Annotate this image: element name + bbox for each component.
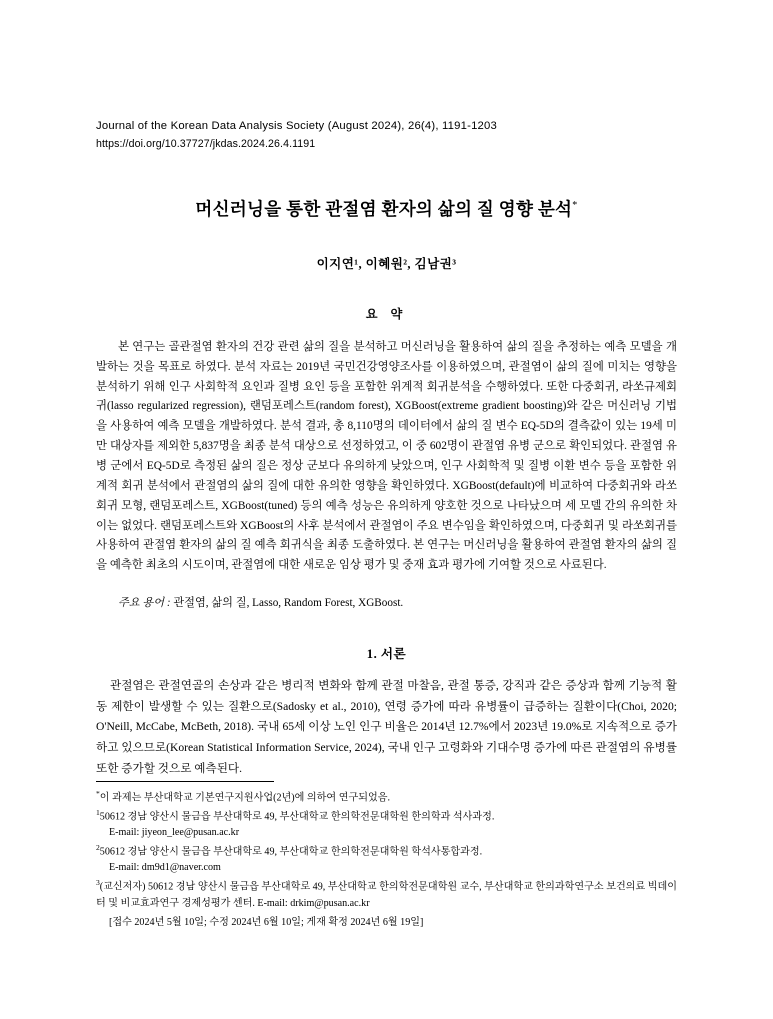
keywords-line xyxy=(96,594,677,613)
footnote-marker-1: 1 xyxy=(96,807,100,817)
footnote-author-2-text: 50612 경남 양산시 물금읍 부산대학로 49, 부산대학교 한의학전문대학원 학석사통합과정. xyxy=(99,846,483,858)
footnote-marker-3: 3 xyxy=(96,877,100,887)
footnote-funding-text: 이 과제는 부산대학교 기본연구지원사업(2년)에 의하여 연구되었음. xyxy=(99,792,390,804)
journal-citation-line: Journal of the Korean Data Analysis Society (August 2024), 26(4), 1191-1203 xyxy=(96,120,498,132)
title-footnote-marker: * xyxy=(572,200,578,212)
author-list: 이지연¹, 이혜원², 김남권³ xyxy=(316,256,457,271)
doi-line: https://doi.org/10.37727/jkdas.2024.26.4.1191 xyxy=(96,137,316,150)
footnote-author-1-email: E-mail: jiyeon_lee@pusan.ac.kr xyxy=(109,827,240,839)
footnote-dates: [접수 2024년 5월 10일; 수정 2024년 6월 10일; 게재 확정 2024년 6월 19일] xyxy=(109,916,424,928)
footnote-author-3-text: (교신저자) 50612 경남 양산시 물금읍 부산대학로 49, 부산대학교 한의학전문대학원 교수, 부산대학교 한의과학연구소 보건의료 빅데이터 및 비교효과연구 경제성평가 센터. E-mail: drkim@pusan.ac.kr xyxy=(96,881,677,909)
page-title xyxy=(96,196,677,221)
footnote-area xyxy=(96,781,681,931)
abstract-heading: 요 약 xyxy=(365,306,408,321)
footnote-author-2 xyxy=(96,842,681,861)
footnote-divider xyxy=(96,781,274,782)
footnote-marker-2: 2 xyxy=(96,842,100,852)
footnote-marker-funding: * xyxy=(96,789,100,799)
introduction-paragraph: 관절염은 관절연골의 손상과 같은 병리적 변화와 함께 관절 마찰음, 관절 통증, 강직과 같은 증상과 함께 기능적 활동 제한이 발생할 수 있는 질환으로(Sadosky et al., 2010), 연령 증가에 따라 유병률이 급증하는 질환이다(Choi, 2020; O'Neill, McCabe, McBeth, 2018). 국내 65세 이상 노인 인구 비율은 2014년 12.7%에서 2023년 19.0%로 지속적으로 증가하고 있으므로(Korean Statistical Information Service, 2024), 국내 인구 고령화와 기대수명 증가에 따른 관절염의 유병률 또한 증가할 것으로 예측된다. xyxy=(96,679,677,775)
section-heading-introduction: 1. 서론 xyxy=(366,647,407,662)
title-text: 머신러닝을 통한 관절염 환자의 삶의 질 영향 분석 xyxy=(195,198,573,219)
footnote-author-1 xyxy=(96,807,681,826)
footnote-author-2-email: E-mail: dm9d1@naver.com xyxy=(109,862,221,874)
footnote-author-1-text: 50612 경남 양산시 물금읍 부산대학로 49, 부산대학교 한의학전문대학원 한의학과 석사과정. xyxy=(99,811,495,823)
footnote-funding xyxy=(96,788,681,807)
keywords-label: 주요 용어 : xyxy=(118,597,171,610)
abstract-text: 본 연구는 골관절염 환자의 건강 관련 삶의 질을 분석하고 머신러닝을 활용하여 삶의 질을 추정하는 예측 모델을 개발하는 것을 목표로 하였다. 분석 자료는 2019년 국민건강영양조사를 이용하였으며, 관절염이 삶의 질에 미치는 영향을 분석하기 위해 인구 사회학적 요인과 질병 요인 등을 포함한 위계적 회귀분석을 수행하였다. 또한 다중회귀, 라쏘규제회귀(lasso regularized regression), 랜덤포레스트(random forest), XGBoost(extreme gradient boosting)와 같은 머신러닝 기법을 사용하여 예측 모델을 개발하였다. 분석 결과, 총 8,110명의 데이터에서 삶의 질 변수 EQ-5D의 결측값이 있는 19세 미만 대상자를 제외한 5,837명을 최종 분석 대상으로 선정하였고, 이 중 602명이 관절염 유병 군으로 확인되었다. 관절염 유병 군에서 EQ-5D로 측정된 삶의 질은 정상 군보다 유의하게 낮았으며, 인구 사회학적 및 질병 이환 변수 등을 포함한 위계적 회귀 분석에서 관절염의 삶의 질에 대한 유의한 영향을 확인하였다. XGBoost(default)에 비교하여 다중회귀와 라쏘회귀 모형, 랜덤포레스트, XGBoost(tuned) 등의 예측 성능은 유의하게 양호한 것으로 나타났으며 세 모델 간의 유의한 차이는 없었다. 랜덤포레스트와 XGBoost의 사후 분석에서 관절염이 주요 변수임을 확인하였으며, 다중회귀 및 라쏘회귀를 사용하여 관절염 환자의 삶의 질 예측 회귀식을 최종 도출하였다. 본 연구는 머신러닝을 활용하여 관절염 환자의 삶의 질을 예측한 최초의 시도이며, 관절염에 대한 새로운 임상 평가 및 중재 효과 평가에 기여할 것으로 사료된다. xyxy=(96,340,677,572)
keywords-values: 관절염, 삶의 질, Lasso, Random Forest, XGBoost. xyxy=(173,597,404,610)
footnote-author-3 xyxy=(96,877,681,912)
